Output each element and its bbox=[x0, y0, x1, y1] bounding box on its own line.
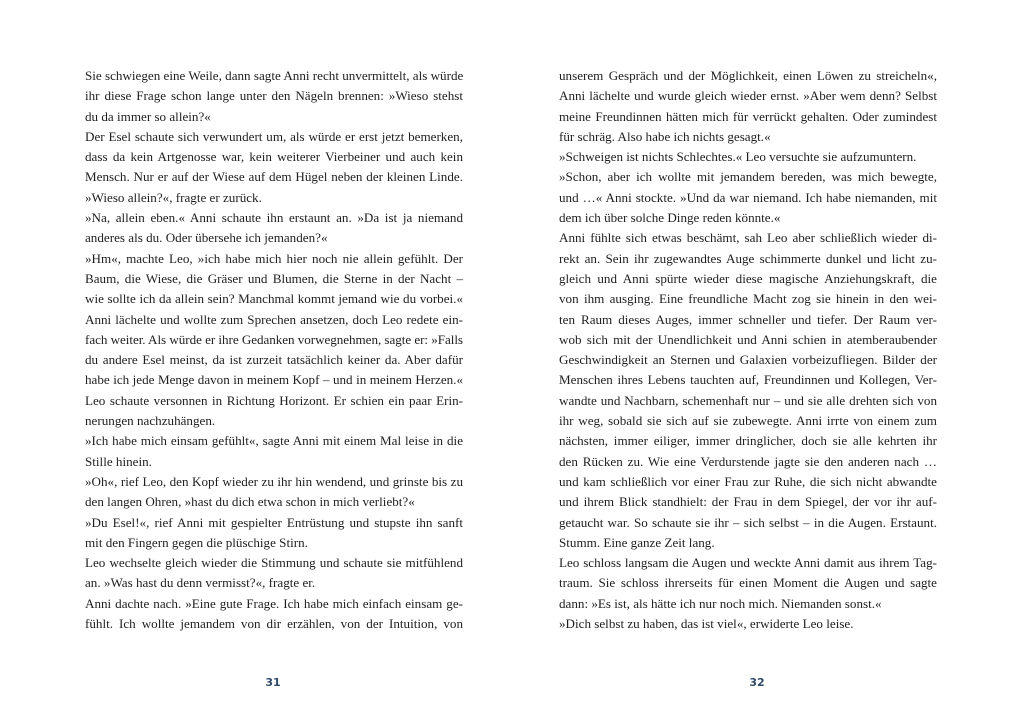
text-line: »Dich selbst zu haben, das ist viel«, erwiderte Leo leise. bbox=[559, 616, 854, 632]
text-line: »Wieso allein?«, fragte er zurück. bbox=[85, 189, 262, 205]
text-line: Geschwindigkeit an Sternen und Galaxien vorbeizufliegen. Bilder der bbox=[559, 352, 937, 368]
text-line: Anni fühlte sich etwas beschämt, sah Leo aber schließlich wieder di- bbox=[559, 230, 937, 246]
text-line: dem ich über solche Dinge reden könnte.« bbox=[559, 210, 781, 226]
text-line: fühlt. Ich wollte jemandem von dir erzählen, von der Intuition, von bbox=[85, 616, 463, 632]
text-line: und ihrem Blick standhielt: der Frau in dem Spiegel, der vor ihr auf- bbox=[559, 494, 937, 510]
text-line: und kam schließlich vor einer Frau zur Ruhe, die sich nicht abwandte bbox=[559, 473, 937, 489]
text-line: ten Raum dieses Auges, immer schneller und tiefer. Der Raum ver- bbox=[559, 311, 937, 327]
text-line: anderes als du. Oder übersehe ich jemanden?« bbox=[85, 230, 328, 246]
text-line: Mensch. Nur er auf der Wiese auf dem Hügel neben der kleinen Linde. bbox=[85, 169, 463, 185]
text-line: »Schweigen ist nichts Schlechtes.« Leo versuchte sie aufzumuntern. bbox=[559, 149, 917, 165]
text-line: Leo schaute versonnen in Richtung Horizont. Er schien ein paar Erin- bbox=[85, 392, 463, 408]
text-line: »Hm«, machte Leo, »ich habe mich hier noch nie allein gefühlt. Der bbox=[85, 250, 463, 266]
text-line: mit den Fingern gegen die plüschige Stirn. bbox=[85, 534, 308, 550]
left-page-number: 31 bbox=[265, 676, 281, 689]
text-line: an. »Was hast du denn vermisst?«, fragte er. bbox=[85, 575, 316, 591]
text-line: nerungen nachzuhängen. bbox=[85, 413, 216, 429]
text-line: traum. Sie schloss ihrerseits für einen Moment die Augen und sagte bbox=[559, 575, 937, 591]
text-line: Sie schwiegen eine Weile, dann sagte Anni recht unvermittelt, als würde bbox=[85, 68, 464, 83]
right-page bbox=[510, 0, 1020, 721]
text-line: meine Freundinnen hätten mich für verrückt gehalten. Oder zumindest bbox=[559, 108, 937, 124]
text-line: »Schon, aber ich wollte mit jemandem bereden, was mich bewegte, bbox=[559, 169, 937, 185]
text-line: habe ich jede Menge davon in meinem Kopf – und in meinem Herzen.« bbox=[85, 372, 463, 388]
text-line: Anni lächelte und wollte zum Sprechen ansetzen, doch Leo redete ein- bbox=[85, 311, 463, 327]
text-line: »Ich habe mich einsam gefühlt«, sagte Anni mit einem Mal leise in die bbox=[85, 433, 463, 449]
text-line: rekt an. Sein ihr zugewandtes Auge schimmerte dunkel und licht zu- bbox=[559, 250, 937, 266]
text-line: wandte und Nachbarn, schemenhaft nur – und sie alle drehten sich von bbox=[559, 392, 937, 408]
text-line: den langen Ohren, »hast du dich etwa schon in mich verliebt?« bbox=[85, 494, 415, 510]
left-page-text bbox=[85, 66, 463, 634]
text-line: Anni dachte nach. »Eine gute Frage. Ich habe mich einfach einsam ge- bbox=[85, 595, 463, 611]
text-line: und …« Anni stockte. »Und da war niemand. Ich habe niemanden, mit bbox=[559, 189, 937, 205]
text-line: Leo schloss langsam die Augen und weckte Anni damit aus ihrem Tag- bbox=[559, 555, 937, 571]
text-line: fach weiter. Als würde er ihre Gedanken vorwegnehmen, sagte er: »Falls bbox=[85, 331, 463, 347]
text-line: unserem Gespräch und der Möglichkeit, einen Löwen zu streicheln«, bbox=[559, 68, 937, 83]
text-line: Stumm. Eine ganze Zeit lang. bbox=[559, 534, 715, 550]
text-line: »Du Esel!«, rief Anni mit gespielter Entrüstung und stupste ihn sanft bbox=[85, 514, 463, 530]
text-line: Menschen ihres Lebens tauchten auf, Freundinnen und Kollegen, Ver- bbox=[559, 372, 937, 388]
text-line: du andere Esel meinst, da ist zurzeit tatsächlich keiner da. Aber dafür bbox=[85, 352, 463, 368]
text-line: Stille hinein. bbox=[85, 453, 152, 469]
text-line: dann: »Es ist, als hätte ich nur noch mich. Niemanden sonst.« bbox=[559, 595, 882, 611]
right-page-number: 32 bbox=[749, 676, 765, 689]
right-page-text bbox=[559, 66, 937, 634]
text-line: ihr weg, sobald sie sich auf sie zubewegte. Anni irrte von einem zum bbox=[559, 413, 937, 429]
text-line: gleich und Anni spürte wieder diese magische Anziehungskraft, die bbox=[559, 270, 937, 286]
text-line: du da immer so allein?« bbox=[85, 108, 211, 124]
text-line: wie sollte ich da allein sein? Manchmal kommt jemand wie du vorbei.« bbox=[85, 291, 463, 307]
text-line: »Na, allein eben.« Anni schaute ihn erstaunt an. »Da ist ja niemand bbox=[85, 210, 463, 226]
text-line: Anni lächelte und wurde gleich wieder ernst. »Aber wem denn? Selbst bbox=[559, 88, 937, 104]
text-line: getaucht war. So schaute sie ihr – sich selbst – in die Augen. Erstaunt. bbox=[559, 514, 937, 530]
text-line: für schräg. Also habe ich nichts gesagt.« bbox=[559, 128, 771, 144]
text-line: Der Esel schaute sich verwundert um, als würde er erst jetzt bemerken, bbox=[85, 128, 463, 144]
text-line: nächsten, immer eiliger, immer dringlicher, doch sie alle kehrten ihr bbox=[559, 433, 937, 449]
text-line: Baum, die Wiese, die Gräser und Blumen, die Sterne in der Nacht – bbox=[85, 270, 463, 286]
text-line: von ihm ausging. Eine freundliche Macht zog sie hinein in den wei- bbox=[559, 291, 937, 307]
text-line: wob sich mit der Unendlichkeit und Anni schien in atemberaubender bbox=[559, 331, 937, 347]
text-line: den Rücken zu. Wie eine Verdurstende jagte sie den anderen nach … bbox=[559, 453, 937, 469]
text-line: ihr diese Frage schon lange unter den Nägeln brennen: »Wieso stehst bbox=[85, 88, 463, 104]
text-line: Leo wechselte gleich wieder die Stimmung und schaute sie mitfühlend bbox=[85, 555, 463, 571]
text-line: dass da kein Artgenosse war, kein weiterer Vierbeiner und auch kein bbox=[85, 149, 463, 165]
text-line: »Oh«, rief Leo, den Kopf wieder zu ihr hin wendend, und grinste bis zu bbox=[85, 473, 463, 489]
